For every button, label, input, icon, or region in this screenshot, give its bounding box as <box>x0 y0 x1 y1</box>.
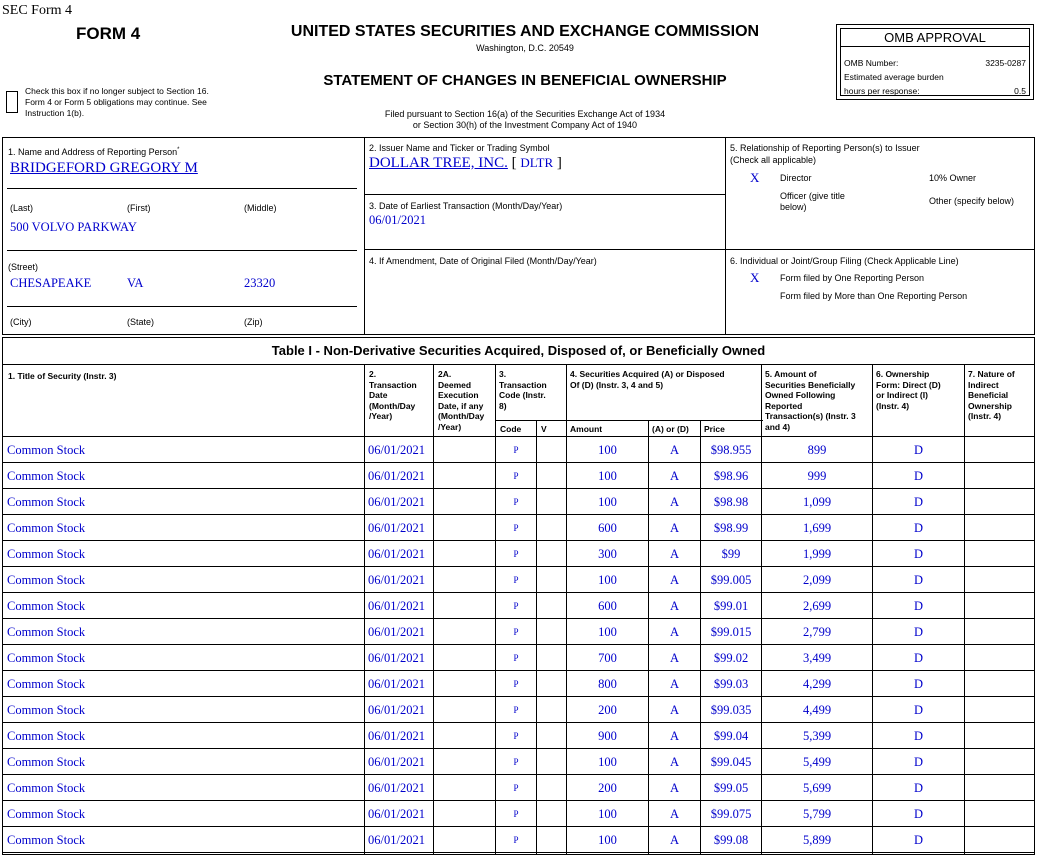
code-cell: P <box>513 705 519 715</box>
box5-label-1: 5. Relationship of Reporting Person(s) to Issuer <box>730 143 920 153</box>
price-cell: $99.045 <box>710 755 752 769</box>
street-value: 500 VOLVO PARKWAY <box>10 220 137 234</box>
col-3-v-header: V <box>541 424 547 434</box>
ownership-form-cell: D <box>913 573 924 587</box>
ownership-form-cell: D <box>913 547 924 561</box>
divider <box>7 250 357 251</box>
owned-cell: 5,899 <box>802 833 832 847</box>
price-cell: $98.96 <box>713 469 749 483</box>
security-cell[interactable]: Common Stock <box>7 625 86 639</box>
table-row <box>3 463 1034 489</box>
code-cell: P <box>513 809 519 819</box>
amount-cell: 100 <box>598 573 617 587</box>
owned-cell: 5,699 <box>802 781 832 795</box>
code-cell: P <box>513 731 519 741</box>
more-persons-label: Form filed by More than One Reporting Person <box>780 291 968 301</box>
ownership-form-cell: D <box>913 521 924 535</box>
omb-number-row <box>844 58 1026 68</box>
a-or-d-cell: A <box>669 443 680 457</box>
one-person-label: Form filed by One Reporting Person <box>780 273 925 283</box>
owned-cell: 5,499 <box>802 755 832 769</box>
a-or-d-cell: A <box>669 755 680 769</box>
date-cell: 06/01/2021 <box>368 495 425 509</box>
owned-cell: 999 <box>807 469 827 483</box>
issuer-line <box>369 155 562 172</box>
table-row <box>3 775 1034 801</box>
omb-title: OMB APPROVAL <box>841 29 1029 47</box>
amount-cell: 100 <box>598 755 617 769</box>
security-cell[interactable]: Common Stock <box>7 547 86 561</box>
table-row <box>3 749 1034 775</box>
date-cell: 06/01/2021 <box>368 469 425 483</box>
omb-number-label: OMB Number: <box>844 58 899 68</box>
col-2a-header: 2A. Deemed Execution Date, if any (Month/Day /Year) <box>438 369 485 432</box>
amount-cell: 100 <box>598 469 617 483</box>
date-cell: 06/01/2021 <box>368 677 425 691</box>
amount-cell: 200 <box>598 703 617 717</box>
date-cell: 06/01/2021 <box>368 651 425 665</box>
table-row <box>3 567 1034 593</box>
owned-cell: 5,799 <box>802 807 832 821</box>
bracket-close: ] <box>556 155 562 171</box>
table-1-title: Table I - Non-Derivative Securities Acquired, Disposed of, or Beneficially Owned <box>3 338 1034 365</box>
date-cell: 06/01/2021 <box>368 443 425 457</box>
date-cell: 06/01/2021 <box>368 521 425 535</box>
date-cell: 06/01/2021 <box>368 833 425 847</box>
price-cell: $98.99 <box>713 521 749 535</box>
owned-cell: 1,999 <box>802 547 832 561</box>
amount-cell: 900 <box>598 729 617 743</box>
a-or-d-cell: A <box>669 781 680 795</box>
agency-title: UNITED STATES SECURITIES AND EXCHANGE COMMISSION <box>290 23 760 40</box>
zip-label: (Zip) <box>244 317 263 327</box>
amount-cell: 100 <box>598 495 617 509</box>
a-or-d-cell: A <box>669 521 680 535</box>
ownership-form-cell: D <box>913 495 924 509</box>
col-4-header: 4. Securities Acquired (A) or Disposed Of (D) (Instr. 3, 4 and 5) <box>570 369 725 390</box>
date-cell: 06/01/2021 <box>368 599 425 613</box>
filed-line-2: or Section 30(h) of the Investment Company Act of 1940 <box>412 120 638 130</box>
a-or-d-cell: A <box>669 625 680 639</box>
security-cell[interactable]: Common Stock <box>7 495 86 509</box>
date-cell: 06/01/2021 <box>368 807 425 821</box>
omb-hours-value: 0.5 <box>1014 86 1026 96</box>
officer-label-1: Officer (give title <box>780 191 845 201</box>
row-divider <box>3 852 1034 853</box>
box4-label: 4. If Amendment, Date of Original Filed (Month/Day/Year) <box>369 256 597 266</box>
omb-number-value: 3235-0287 <box>985 58 1026 68</box>
price-cell: $99.075 <box>710 807 752 821</box>
price-cell: $99 <box>721 547 741 561</box>
col-3-code-header: Code <box>500 424 522 434</box>
bracket-open: [ <box>511 155 517 171</box>
divider <box>7 306 357 307</box>
amount-cell: 100 <box>598 625 617 639</box>
security-cell[interactable]: Common Stock <box>7 651 86 665</box>
code-cell: P <box>513 653 519 663</box>
code-cell: P <box>513 549 519 559</box>
date-cell: 06/01/2021 <box>368 729 425 743</box>
ownership-form-cell: D <box>913 781 924 795</box>
a-or-d-cell: A <box>669 651 680 665</box>
amount-cell: 100 <box>598 443 617 457</box>
owned-cell: 2,699 <box>802 599 832 613</box>
omb-hours-label: hours per response: <box>844 86 920 96</box>
amount-cell: 600 <box>598 599 617 613</box>
owned-cell: 3,499 <box>802 651 832 665</box>
col-4-a-or-d-header: (A) or (D) <box>652 424 689 434</box>
reporting-person-name-link[interactable]: BRIDGEFORD GREGORY M <box>10 160 198 176</box>
amount-cell: 600 <box>598 521 617 535</box>
col-4-amount-header: Amount <box>570 424 603 434</box>
security-cell[interactable]: Common Stock <box>7 703 86 717</box>
ownership-form-cell: D <box>913 625 924 639</box>
box6-label: 6. Individual or Joint/Group Filing (Check Applicable Line) <box>730 256 959 266</box>
amendment-box <box>364 249 726 335</box>
table-row <box>3 645 1034 671</box>
owned-cell: 4,499 <box>802 703 832 717</box>
ownership-form-cell: D <box>913 651 924 665</box>
ticker-symbol: DLTR <box>520 155 554 170</box>
ownership-form-cell: D <box>913 469 924 483</box>
issuer-box <box>364 137 726 195</box>
no-longer-subject-checkbox[interactable] <box>6 91 18 113</box>
filed-line-1: Filed pursuant to Section 16(a) of the Securities Exchange Act of 1934 <box>384 109 666 119</box>
box2-label: 2. Issuer Name and Ticker or Trading Symbol <box>369 143 550 153</box>
reporting-person-box <box>2 137 365 335</box>
security-cell[interactable]: Common Stock <box>7 755 86 769</box>
code-cell: P <box>513 471 519 481</box>
code-cell: P <box>513 497 519 507</box>
table-row <box>3 801 1034 827</box>
box1-label: 1. Name and Address of Reporting Person* <box>8 147 180 157</box>
code-cell: P <box>513 835 519 845</box>
a-or-d-cell: A <box>669 729 680 743</box>
one-person-check-mark: X <box>750 270 760 285</box>
amount-cell: 200 <box>598 781 617 795</box>
code-cell: P <box>513 575 519 585</box>
table-row <box>3 489 1034 515</box>
table-row <box>3 671 1034 697</box>
security-cell[interactable]: Common Stock <box>7 599 86 613</box>
col-3-header: 3. Transaction Code (Instr. 8) <box>499 369 547 411</box>
security-cell[interactable]: Common Stock <box>7 677 86 691</box>
a-or-d-cell: A <box>669 599 680 613</box>
owned-cell: 1,099 <box>802 495 832 509</box>
a-or-d-cell: A <box>669 833 680 847</box>
city-label: (City) <box>10 317 32 327</box>
other-label: Other (specify below) <box>929 196 1015 206</box>
table-row <box>3 723 1034 749</box>
security-cell[interactable]: Common Stock <box>7 469 86 483</box>
date-cell: 06/01/2021 <box>368 703 425 717</box>
divider <box>7 188 357 189</box>
last-label: (Last) <box>10 203 34 213</box>
state-value: VA <box>127 276 144 290</box>
ownership-form-cell: D <box>913 807 924 821</box>
code-cell: P <box>513 757 519 767</box>
col-5-header: 5. Amount of Securities Beneficially Owned Following Reported Transaction(s) (Instr. 3 and 4) <box>765 369 856 432</box>
price-cell: $99.05 <box>713 781 749 795</box>
a-or-d-cell: A <box>669 495 680 509</box>
col-1-header: 1. Title of Security (Instr. 3) <box>8 371 117 381</box>
a-or-d-cell: A <box>669 703 680 717</box>
table-row <box>3 437 1034 463</box>
issuer-name-link[interactable]: DOLLAR TREE, INC. <box>369 155 508 171</box>
first-label: (First) <box>127 203 151 213</box>
owned-cell: 4,299 <box>802 677 832 691</box>
owned-cell: 1,699 <box>802 521 832 535</box>
sec-form-label: SEC Form 4 <box>2 3 73 18</box>
security-cell[interactable]: Common Stock <box>7 833 86 847</box>
price-cell: $99.03 <box>713 677 749 691</box>
ownership-form-cell: D <box>913 755 924 769</box>
price-cell: $99.015 <box>710 625 752 639</box>
code-cell: P <box>513 445 519 455</box>
box3-label: 3. Date of Earliest Transaction (Month/Day/Year) <box>369 201 563 211</box>
form-title: FORM 4 <box>76 24 141 43</box>
price-cell: $99.02 <box>713 651 749 665</box>
owned-cell: 899 <box>807 443 827 457</box>
statement-title: STATEMENT OF CHANGES IN BENEFICIAL OWNERSHIP <box>323 72 727 89</box>
date-cell: 06/01/2021 <box>368 547 425 561</box>
ownership-form-cell: D <box>913 833 924 847</box>
col-6-header: 6. Ownership Form: Direct (D) or Indirect (I) (Instr. 4) <box>876 369 941 411</box>
table-row <box>3 515 1034 541</box>
amount-cell: 100 <box>598 833 617 847</box>
date-cell: 06/01/2021 <box>368 755 425 769</box>
a-or-d-cell: A <box>669 573 680 587</box>
date-cell: 06/01/2021 <box>368 781 425 795</box>
zip-value: 23320 <box>244 276 276 290</box>
omb-hours-row <box>844 86 1026 96</box>
middle-label: (Middle) <box>244 203 277 213</box>
security-cell[interactable]: Common Stock <box>7 521 86 535</box>
a-or-d-cell: A <box>669 469 680 483</box>
price-cell: $99.005 <box>710 573 752 587</box>
code-cell: P <box>513 783 519 793</box>
price-cell: $98.98 <box>713 495 749 509</box>
code-cell: P <box>513 627 519 637</box>
table-row <box>3 593 1034 619</box>
ownership-form-cell: D <box>913 703 924 717</box>
earliest-transaction-box <box>364 194 726 250</box>
filed-pursuant-text <box>300 109 750 131</box>
security-cell[interactable]: Common Stock <box>7 573 86 587</box>
table-row <box>3 697 1034 723</box>
table-row <box>3 827 1034 853</box>
state-label: (State) <box>127 317 155 327</box>
table-row <box>3 541 1034 567</box>
director-check-mark: X <box>750 170 760 185</box>
security-cell[interactable]: Common Stock <box>7 729 86 743</box>
owned-cell: 5,399 <box>802 729 832 743</box>
code-cell: P <box>513 679 519 689</box>
amount-cell: 100 <box>598 807 617 821</box>
security-cell[interactable]: Common Stock <box>7 807 86 821</box>
amount-cell: 800 <box>598 677 617 691</box>
relationship-box <box>725 137 1035 250</box>
col-7-header: 7. Nature of Indirect Beneficial Ownership (Instr. 4) <box>968 369 1015 421</box>
ownership-form-cell: D <box>913 677 924 691</box>
a-or-d-cell: A <box>669 547 680 561</box>
amount-cell: 300 <box>598 547 617 561</box>
price-cell: $99.08 <box>713 833 749 847</box>
box5-label-2: (Check all applicable) <box>730 155 817 165</box>
street-label: (Street) <box>8 262 39 272</box>
owned-cell: 2,799 <box>802 625 832 639</box>
table-row <box>3 619 1034 645</box>
price-cell: $99.01 <box>713 599 749 613</box>
officer-label-2: below) <box>780 202 807 212</box>
a-or-d-cell: A <box>669 677 680 691</box>
security-cell[interactable]: Common Stock <box>7 781 86 795</box>
checkbox-text: Check this box if no longer subject to Section 16. Form 4 or Form 5 obligations may continue. See Instruction 1(b). <box>25 86 209 118</box>
city-value: CHESAPEAKE <box>10 276 92 290</box>
code-cell: P <box>513 523 519 533</box>
agency-city: Washington, D.C. 20549 <box>476 43 574 53</box>
ownership-form-cell: D <box>913 443 924 457</box>
date-cell: 06/01/2021 <box>368 573 425 587</box>
filing-type-box <box>725 249 1035 335</box>
price-cell: $99.04 <box>713 729 749 743</box>
security-cell[interactable]: Common Stock <box>7 443 86 457</box>
amount-cell: 700 <box>598 651 617 665</box>
code-cell: P <box>513 601 519 611</box>
ownership-form-cell: D <box>913 729 924 743</box>
omb-burden-label: Estimated average burden <box>844 72 944 82</box>
director-label: Director <box>780 173 812 183</box>
price-cell: $98.955 <box>710 443 752 457</box>
table-1 <box>2 337 1035 855</box>
a-or-d-cell: A <box>669 807 680 821</box>
date-cell: 06/01/2021 <box>368 625 425 639</box>
earliest-transaction-date: 06/01/2021 <box>369 213 426 227</box>
omb-approval-box <box>836 24 1034 100</box>
owned-cell: 2,099 <box>802 573 832 587</box>
price-cell: $99.035 <box>710 703 752 717</box>
col-2-header: 2. Transaction Date (Month/Day /Year) <box>369 369 417 421</box>
col-4-price-header: Price <box>704 424 725 434</box>
ownership-form-cell: D <box>913 599 924 613</box>
ten-percent-owner-label: 10% Owner <box>929 173 977 183</box>
